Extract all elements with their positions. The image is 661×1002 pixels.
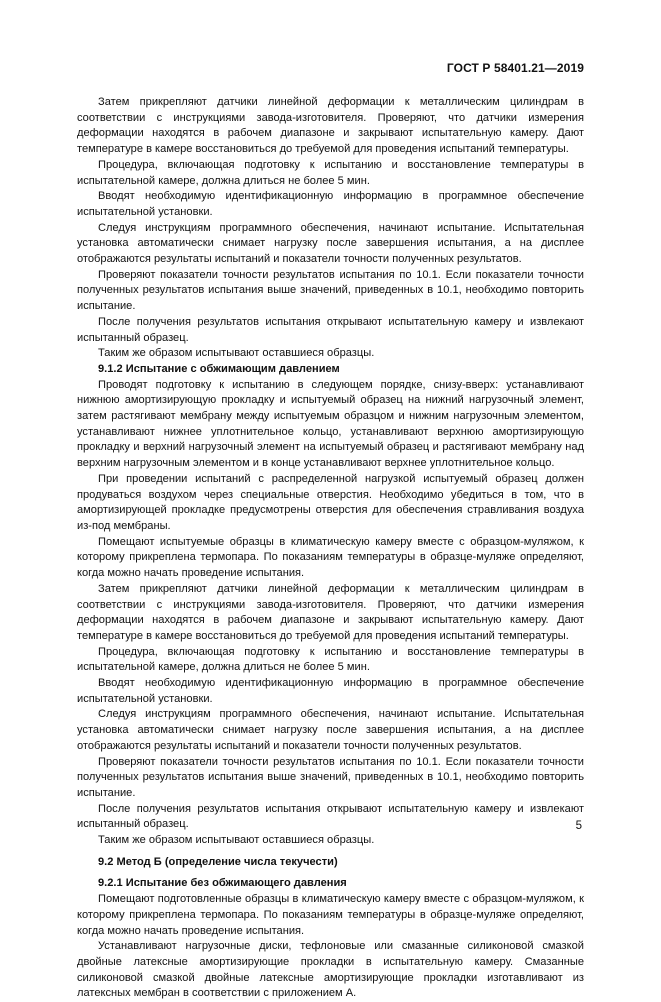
subsection-heading: 9.2.1 Испытание без обжимающего давления (98, 877, 347, 890)
paragraph: После получения результатов испытания открывают испытательную камеру и извлекают испытанный образец. (77, 315, 584, 344)
paragraph: Процедура, включающая подготовку к испытанию и восстановление температуры в испытательной камере, должна длиться не более 5 мин. (77, 645, 584, 674)
paragraph: Следуя инструкциям программного обеспечения, начинают испытание. Испытательная установка автоматически снимает нагрузку после завершения испытания, а на дисплее отображаются результаты испытаний и показатели точности полученных результатов. (77, 708, 584, 752)
paragraph: Проверяют показатели точности результатов испытания по 10.1. Если показатели точности полученных результатов испытания выше значений, приведенных в 10.1, необходимо повторить испытание. (77, 755, 584, 799)
paragraph: Затем прикрепляют датчики линейной деформации к металлическим цилиндрам в соответствии с инструкциями завода-изготовителя. Проверяют, что датчики измерения деформации находятся в рабочем диапазоне и закрывают испытательную камеру. Дают температуре в камере восстановиться до требуемой для проведения испытаний температуры. (77, 582, 584, 642)
paragraph: Таким же образом испытывают оставшиеся образцы. (98, 834, 375, 847)
page-number: 5 (575, 820, 582, 832)
paragraph: Следуя инструкциям программного обеспечения, начинают испытание. Испытательная установка автоматически снимает нагрузку после завершения испытания, а на дисплее отображаются результаты испытаний и показатели точности полученных результатов. (77, 221, 584, 266)
paragraph: Процедура, включающая подготовку к испытанию и восстановление температуры в испытательной камере, должна длиться не более 5 мин. (77, 158, 584, 187)
paragraph: При проведении испытаний с распределенной нагрузкой испытуемый образец должен продуваться воздухом через специальные отверстия. Необходимо убедиться в том, что в амортизирующей прокладке предусмотрены отверстия для обеспечения стравливания воздуха из-под мембраны. (77, 472, 584, 532)
paragraph: Помещают подготовленные образцы в климатическую камеру вместе с образцом-муляжом, к которому прикреплена термопара. По показаниям температуры в образце-муляже определяют, когда можно начать проведение испытания. (77, 893, 584, 937)
paragraph: Устанавливают нагрузочные диски, тефлоновые или смазанные силиконовой смазкой двойные латексные амортизирующие прокладки в испытательную камеру. Смазанные силиконовой смазкой двойные латексные амортизирующие прокладки изготавливают из латексных мембран в соответствии с приложением А. (77, 940, 584, 1000)
paragraph: Помещают испытуемые образцы в климатическую камеру вместе с образцом-муляжом, к которому прикреплена термопара. По показаниям температуры в образце-муляже определяют, когда можно начать проведение испытания. (77, 535, 584, 580)
paragraph: Затем прикрепляют датчики линейной деформации к металлическим цилиндрам в соответствии с инструкциями завода-изготовителя. Проверяют, что датчики измерения деформации находятся в рабочем диапазоне и закрывают испытательную камеру. Дают температуре в камере восстановиться до требуемой для проведения испытаний температуры. (77, 96, 584, 156)
paragraph: Проверяют показатели точности результатов испытания по 10.1. Если показатели точности полученных результатов испытания выше значений, приведенных в 10.1, необходимо повторить испытание. (77, 268, 584, 313)
paragraph: Вводят необходимую идентификационную информацию в программное обеспечение испытательной установки. (77, 677, 584, 705)
paragraph: Вводят необходимую идентификационную информацию в программное обеспечение испытательной установки. (77, 190, 584, 218)
document-header: ГОСТ Р 58401.21—2019 (446, 61, 584, 75)
paragraph: Таким же образом испытывают оставшиеся образцы. (98, 347, 375, 360)
section-heading: 9.1.2 Испытание с обжимающим давлением (98, 362, 340, 375)
document-body (77, 95, 584, 1002)
section-heading: 9.2 Метод Б (определение числа текучести) (98, 855, 338, 868)
paragraph: После получения результатов испытания открывают испытательную камеру и извлекают испытанный образец. (77, 802, 584, 831)
paragraph: Проводят подготовку к испытанию в следующем порядке, снизу-вверх: устанавливают нижнюю амортизирующую прокладку и испытуемый образец на нижний нагрузочный элемент, затем растягивают мембрану между испытуемым образцом и нижним нагрузочным элементом, устанавливают нижнее уплотнительное кольцо, устанавливают верхнюю амортизирующую прокладку и верхний нагрузочный элемент на испытуемый образец и растягивают мембрану над верхним нагрузочным элементом и в конце устанавливают верхнее уплотнительное кольцо. (77, 378, 584, 470)
